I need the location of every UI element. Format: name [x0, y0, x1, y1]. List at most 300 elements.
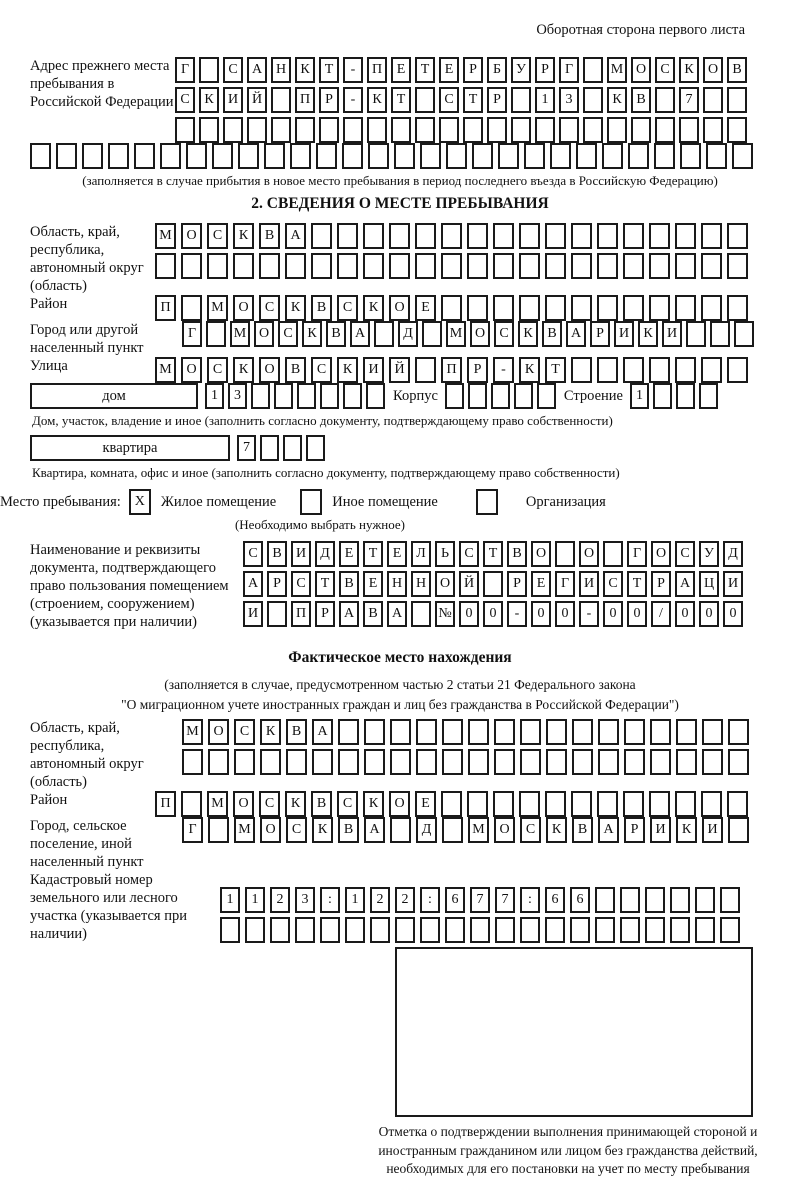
char-box: Р — [467, 357, 488, 383]
char-box — [212, 143, 233, 169]
char-box: 1 — [220, 887, 240, 913]
char-box — [546, 719, 567, 745]
docs-block — [30, 541, 800, 631]
char-box: О — [260, 817, 281, 843]
char-box: Н — [387, 571, 407, 597]
gorod-label: Город или другой населенный пункт — [30, 322, 144, 356]
char-box — [676, 719, 697, 745]
char-box: С — [311, 357, 332, 383]
char-box — [390, 749, 411, 775]
char-box: 0 — [483, 601, 503, 627]
prev-address-row-1 — [175, 57, 800, 83]
char-box — [134, 143, 155, 169]
char-box: 2 — [270, 887, 290, 913]
char-box — [493, 253, 514, 279]
char-box: 6 — [570, 887, 590, 913]
char-box: - — [343, 57, 363, 83]
char-box — [649, 791, 670, 817]
char-box — [550, 143, 571, 169]
actual-location-note-2: "О миграционном учете иностранных граждан и лиц без гражданства в Российской Федерации") — [121, 697, 679, 712]
char-box — [702, 719, 723, 745]
char-box — [710, 321, 730, 347]
oblast2-block — [30, 719, 800, 791]
gorod2-block — [30, 817, 800, 871]
char-box — [645, 917, 665, 943]
char-box — [271, 87, 291, 113]
char-box: : — [520, 887, 540, 913]
char-box — [650, 719, 671, 745]
char-box — [286, 749, 307, 775]
char-box: К — [312, 817, 333, 843]
rayon2-block — [30, 791, 800, 817]
char-box: Б — [487, 57, 507, 83]
char-box — [679, 117, 699, 143]
char-box: О — [259, 357, 280, 383]
char-box — [374, 321, 394, 347]
rayon2-row — [155, 791, 800, 817]
kadastr-row-2 — [220, 917, 800, 943]
dom-cells — [205, 383, 389, 409]
char-box: А — [243, 571, 263, 597]
kvartira-row — [30, 435, 800, 461]
char-box — [545, 253, 566, 279]
char-box — [311, 253, 332, 279]
char-box — [422, 321, 442, 347]
char-box — [411, 601, 431, 627]
char-box: И — [662, 321, 682, 347]
char-box — [597, 295, 618, 321]
char-box — [620, 887, 640, 913]
char-box: В — [286, 719, 307, 745]
char-box: 2 — [395, 887, 415, 913]
char-box — [220, 917, 240, 943]
char-box — [650, 749, 671, 775]
char-box: А — [339, 601, 359, 627]
stamp-area — [395, 947, 753, 1117]
char-box: С — [286, 817, 307, 843]
char-box: А — [387, 601, 407, 627]
char-box — [155, 253, 176, 279]
org-label: Организация — [525, 493, 606, 510]
char-box: К — [363, 295, 384, 321]
char-box: 7 — [679, 87, 699, 113]
char-box: Т — [315, 571, 335, 597]
char-box: - — [507, 601, 527, 627]
char-box: С — [439, 87, 459, 113]
char-box — [395, 917, 415, 943]
dom-label-box: дом — [30, 383, 198, 409]
char-box — [623, 223, 644, 249]
char-box — [493, 791, 514, 817]
docs-row-1 — [243, 541, 800, 567]
char-box — [571, 295, 592, 321]
char-box — [441, 791, 462, 817]
char-box: Т — [463, 87, 483, 113]
korpus-cells — [445, 383, 560, 409]
org-checkbox — [476, 489, 498, 515]
char-box — [470, 917, 490, 943]
char-box — [306, 435, 325, 461]
char-box — [675, 357, 696, 383]
char-box — [260, 435, 279, 461]
char-box — [520, 719, 541, 745]
char-box: 7 — [495, 887, 515, 913]
char-box — [655, 117, 675, 143]
char-box: Т — [415, 57, 435, 83]
char-box — [645, 887, 665, 913]
char-box — [345, 917, 365, 943]
char-box — [439, 117, 459, 143]
char-box — [583, 117, 603, 143]
inoe-label: Иное помещение — [332, 493, 438, 510]
char-box — [649, 223, 670, 249]
char-box — [520, 749, 541, 775]
actual-location-note-1: (заполняется в случае, предусмотренном частью 2 статьи 21 Федерального закона — [164, 677, 636, 692]
char-box: О — [389, 295, 410, 321]
char-box — [270, 917, 290, 943]
char-box: Д — [398, 321, 418, 347]
char-box: А — [350, 321, 370, 347]
char-box: № — [435, 601, 455, 627]
char-box — [514, 383, 533, 409]
char-box — [491, 383, 510, 409]
char-box: Г — [182, 817, 203, 843]
char-box: 1 — [630, 383, 649, 409]
oblast-row-1 — [155, 223, 800, 249]
char-box: : — [420, 887, 440, 913]
char-box — [701, 791, 722, 817]
char-box: Д — [315, 541, 335, 567]
stroenie-cells — [630, 383, 722, 409]
char-box — [441, 223, 462, 249]
char-box — [720, 887, 740, 913]
char-box — [442, 749, 463, 775]
char-box — [519, 223, 540, 249]
char-box — [207, 253, 228, 279]
char-box — [338, 749, 359, 775]
ulitsa-label: Улица — [30, 358, 68, 374]
char-box: О — [233, 791, 254, 817]
char-box: 0 — [627, 601, 647, 627]
char-box: Ь — [435, 541, 455, 567]
actual-location-title: Фактическое место нахождения — [288, 649, 512, 666]
char-box: Г — [559, 57, 579, 83]
char-box: М — [207, 295, 228, 321]
kadastr-label: Кадастровый номер земельного или лесного участка (указывается при наличии) — [30, 872, 187, 942]
char-box: А — [566, 321, 586, 347]
char-box — [311, 223, 332, 249]
docs-row-2 — [243, 571, 800, 597]
char-box: О — [208, 719, 229, 745]
char-box — [519, 253, 540, 279]
char-box — [312, 749, 333, 775]
char-box — [342, 143, 363, 169]
char-box — [182, 749, 203, 775]
char-box — [319, 117, 339, 143]
char-box: В — [363, 601, 383, 627]
char-box: А — [364, 817, 385, 843]
gorod2-label: Город, сельское поселение, иной населенный пункт — [30, 818, 144, 870]
char-box — [498, 143, 519, 169]
char-box: Д — [416, 817, 437, 843]
char-box — [603, 541, 623, 567]
char-box: О — [494, 817, 515, 843]
rayon2-label: Район — [30, 792, 68, 808]
char-box: Е — [339, 541, 359, 567]
char-box: С — [520, 817, 541, 843]
char-box: К — [546, 817, 567, 843]
char-box — [675, 253, 696, 279]
prev-address-row-3 — [175, 117, 800, 143]
char-box — [686, 321, 706, 347]
char-box — [670, 917, 690, 943]
char-box — [727, 253, 748, 279]
form-page — [0, 22, 800, 1202]
char-box — [264, 143, 285, 169]
char-box: В — [311, 791, 332, 817]
char-box — [56, 143, 77, 169]
oblast-row-2 — [155, 253, 800, 279]
char-box: С — [337, 295, 358, 321]
char-box: 0 — [603, 601, 623, 627]
char-box: 1 — [345, 887, 365, 913]
prev-address-row-2 — [175, 87, 800, 113]
char-box — [467, 223, 488, 249]
char-box — [223, 117, 243, 143]
char-box: П — [441, 357, 462, 383]
char-box: С — [223, 57, 243, 83]
char-box: О — [531, 541, 551, 567]
char-box — [624, 719, 645, 745]
char-box: О — [631, 57, 651, 83]
char-box — [545, 917, 565, 943]
char-box: 1 — [205, 383, 224, 409]
char-box — [728, 719, 749, 745]
char-box: Р — [651, 571, 671, 597]
char-box — [597, 791, 618, 817]
char-box: С — [675, 541, 695, 567]
char-box: Е — [415, 791, 436, 817]
char-box: К — [676, 817, 697, 843]
char-box — [727, 223, 748, 249]
mesto-prebyvaniya-row — [0, 489, 800, 515]
char-box — [706, 143, 727, 169]
char-box: Ц — [699, 571, 719, 597]
char-box: В — [727, 57, 747, 83]
char-box — [260, 749, 281, 775]
char-box — [727, 357, 748, 383]
kvartira-cells — [237, 435, 329, 461]
char-box: О — [651, 541, 671, 567]
char-box — [442, 817, 463, 843]
char-box — [649, 295, 670, 321]
char-box — [343, 117, 363, 143]
char-box — [271, 117, 291, 143]
char-box — [441, 253, 462, 279]
char-box: К — [260, 719, 281, 745]
char-box — [701, 357, 722, 383]
char-box — [727, 87, 747, 113]
char-box — [559, 117, 579, 143]
char-box: М — [155, 223, 176, 249]
char-box: А — [675, 571, 695, 597]
char-box — [555, 541, 575, 567]
char-box: И — [579, 571, 599, 597]
gorod-row — [182, 321, 800, 347]
char-box — [247, 117, 267, 143]
char-box: В — [542, 321, 562, 347]
char-box — [420, 917, 440, 943]
char-box — [571, 357, 592, 383]
char-box: М — [207, 791, 228, 817]
char-box: Т — [545, 357, 566, 383]
char-box — [493, 223, 514, 249]
kadastr-block — [30, 871, 800, 943]
docs-label: Наименование и реквизиты документа, подтверждающего право пользования помещением (строением, сооружением) (указывается при наличии) — [30, 542, 229, 630]
char-box: К — [519, 357, 540, 383]
char-box — [623, 357, 644, 383]
char-box — [446, 143, 467, 169]
char-box: С — [603, 571, 623, 597]
char-box — [597, 253, 618, 279]
char-box — [259, 253, 280, 279]
char-box — [695, 917, 715, 943]
char-box: 0 — [723, 601, 743, 627]
char-box — [545, 791, 566, 817]
char-box: 0 — [459, 601, 479, 627]
oblast-rows — [155, 223, 800, 279]
char-box — [607, 117, 627, 143]
kvartira-label-box: квартира — [30, 435, 230, 461]
char-box — [416, 719, 437, 745]
char-box: Д — [723, 541, 743, 567]
char-box: М — [446, 321, 466, 347]
char-box — [181, 253, 202, 279]
char-box: О — [181, 357, 202, 383]
char-box — [199, 57, 219, 83]
char-box: П — [367, 57, 387, 83]
char-box — [394, 143, 415, 169]
char-box — [370, 917, 390, 943]
char-box — [571, 791, 592, 817]
char-box: С — [337, 791, 358, 817]
char-box — [283, 435, 302, 461]
dom-row — [30, 383, 800, 409]
char-box — [598, 749, 619, 775]
char-box — [316, 143, 337, 169]
char-box: И — [702, 817, 723, 843]
char-box: М — [155, 357, 176, 383]
char-box — [576, 143, 597, 169]
stamp-note: Отметка о подтверждении выполнения принимающей стороной и иностранным гражданином или лицом без гражданства действий, необходимых для его постановки на учет по месту пребывания — [378, 1124, 758, 1176]
char-box — [649, 357, 670, 383]
char-box — [571, 253, 592, 279]
char-box: О — [233, 295, 254, 321]
prev-address-note: (заполняется в случае прибытия в новое место пребывания в период последнего въезда в Российскую Федерацию) — [82, 173, 718, 188]
char-box — [631, 117, 651, 143]
char-box — [628, 143, 649, 169]
char-box — [390, 817, 411, 843]
char-box: 0 — [531, 601, 551, 627]
char-box — [675, 295, 696, 321]
char-box: Е — [531, 571, 551, 597]
oblast-label: Область, край, республика, автономный округ (область) — [30, 224, 144, 294]
char-box: Г — [555, 571, 575, 597]
char-box — [186, 143, 207, 169]
char-box: - — [493, 357, 514, 383]
char-box: К — [607, 87, 627, 113]
char-box — [390, 719, 411, 745]
char-box — [676, 749, 697, 775]
char-box — [699, 383, 718, 409]
char-box — [285, 253, 306, 279]
char-box: О — [435, 571, 455, 597]
char-box — [415, 223, 436, 249]
char-box — [415, 117, 435, 143]
char-box — [363, 223, 384, 249]
char-box: С — [207, 223, 228, 249]
char-box: И — [614, 321, 634, 347]
char-box — [108, 143, 129, 169]
char-box — [570, 917, 590, 943]
ulitsa-row — [155, 357, 800, 383]
char-box: У — [699, 541, 719, 567]
char-box — [511, 87, 531, 113]
rayon-label: Район — [30, 296, 68, 312]
char-box — [535, 117, 555, 143]
char-box — [487, 117, 507, 143]
char-box — [583, 87, 603, 113]
char-box — [416, 749, 437, 775]
char-box — [389, 253, 410, 279]
char-box — [442, 719, 463, 745]
prev-address-label: Адрес прежнего места пребывания в Российской Федерации — [30, 58, 174, 110]
char-box — [720, 917, 740, 943]
inoe-checkbox — [300, 489, 322, 515]
char-box — [364, 749, 385, 775]
char-box: М — [230, 321, 250, 347]
char-box: Р — [487, 87, 507, 113]
char-box: С — [175, 87, 195, 113]
char-box — [595, 887, 615, 913]
char-box — [623, 791, 644, 817]
char-box — [181, 791, 202, 817]
char-box: Р — [624, 817, 645, 843]
char-box: И — [723, 571, 743, 597]
char-box: П — [291, 601, 311, 627]
char-box — [583, 57, 603, 83]
char-box — [624, 749, 645, 775]
char-box — [571, 223, 592, 249]
char-box: Т — [627, 571, 647, 597]
char-box — [701, 223, 722, 249]
char-box — [463, 117, 483, 143]
char-box — [295, 917, 315, 943]
char-box — [572, 749, 593, 775]
char-box: К — [337, 357, 358, 383]
char-box — [680, 143, 701, 169]
char-box: К — [302, 321, 322, 347]
char-box: Н — [411, 571, 431, 597]
char-box — [670, 887, 690, 913]
char-box: О — [579, 541, 599, 567]
char-box — [441, 295, 462, 321]
char-box: М — [607, 57, 627, 83]
char-box — [727, 117, 747, 143]
char-box — [675, 791, 696, 817]
char-box: Р — [315, 601, 335, 627]
char-box: Й — [459, 571, 479, 597]
